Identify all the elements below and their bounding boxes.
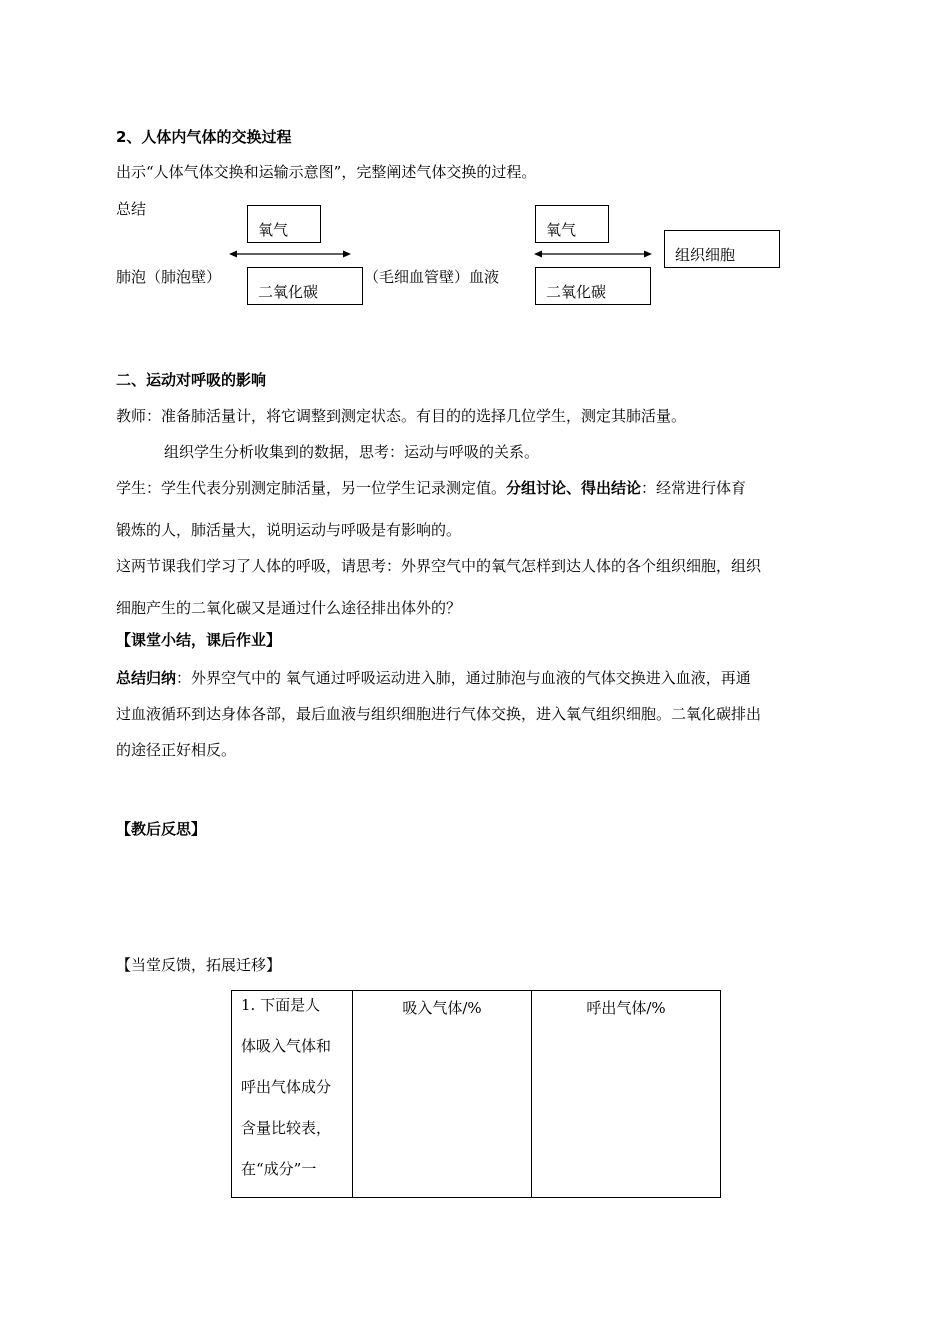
group-discussion-bold: 分组讨论、得出结论	[506, 479, 642, 497]
section-heading-exercise: 二、运动对呼吸的影响	[116, 371, 267, 389]
student-label: 学生：	[116, 479, 162, 497]
co2-box-2	[535, 267, 651, 305]
oxygen-box-2	[535, 205, 609, 243]
gas-composition-table	[231, 990, 721, 1198]
feedback-heading: 【当堂反馈，拓展迁移】	[116, 956, 282, 974]
teacher-paragraph: 教师：准备肺活量计，将它调整到测定状态。有目的的选择几位学生，测定其肺活量。 组织学生分析收集到的数据，思考：运动与呼吸的关系。	[116, 407, 687, 461]
table-row	[232, 991, 721, 1198]
conclusion-paragraph: 总结归纳：外界空气中的 氧气通过呼吸运动进入肺，通过肺泡与血液的气体交换进入血液，再通 过血液循环到达身体各部，最后血液与组织细胞进行气体交换，进入氧气组织细胞。二氧化碳排出 的途径正好相反。	[116, 669, 762, 759]
oxygen-label-1: 氧气	[258, 221, 289, 239]
oxygen-label-2: 氧气	[546, 221, 577, 239]
student-paragraph: 学生：学生代表分别测定肺活量，另一位学生记录测定值。分组讨论、得出结论：经常进行体育 锻炼的人，肺活量大，说明运动与呼吸是有影响的。	[116, 479, 747, 539]
section-heading-gas-exchange: 2、人体内气体的交换过程	[116, 128, 292, 146]
tissue-cell-box	[664, 230, 780, 268]
question-paragraph: 这两节课我们学习了人体的呼吸，请思考：外界空气中的氧气怎样到达人体的各个组织细胞，组织 细胞产生的二氧化碳又是通过什么途径排出体外的？	[116, 557, 762, 617]
tissue-cell-label: 组织细胞	[675, 246, 736, 264]
double-arrow-icon	[229, 249, 351, 259]
reflection-heading: 【教后反思】	[116, 820, 207, 838]
question-cell: 1. 下面是人 体吸入气体和 呼出气体成分 含量比较表， 在“成分”一	[232, 991, 353, 1198]
intro-text: 出示“人体气体交换和运输示意图”，完整阐述气体交换的过程。	[116, 163, 537, 181]
co2-label-1: 二氧化碳	[258, 283, 319, 301]
blood-label: （毛细血管壁）血液	[364, 268, 500, 286]
summary-label: 总结	[116, 200, 147, 218]
co2-label-2: 二氧化碳	[546, 283, 607, 301]
teacher-label: 教师：	[116, 407, 162, 425]
conclusion-label: 总结归纳	[116, 669, 177, 687]
co2-box-1	[247, 267, 363, 305]
oxygen-box-1	[247, 205, 321, 243]
alveolus-label: 肺泡（肺泡壁）	[116, 268, 222, 286]
double-arrow-icon	[534, 249, 652, 259]
exhaled-gas-header: 呼出气体/%	[532, 991, 721, 1198]
inhaled-gas-header: 吸入气体/%	[353, 991, 532, 1198]
summary-heading: 【课堂小结，课后作业】	[116, 631, 282, 649]
